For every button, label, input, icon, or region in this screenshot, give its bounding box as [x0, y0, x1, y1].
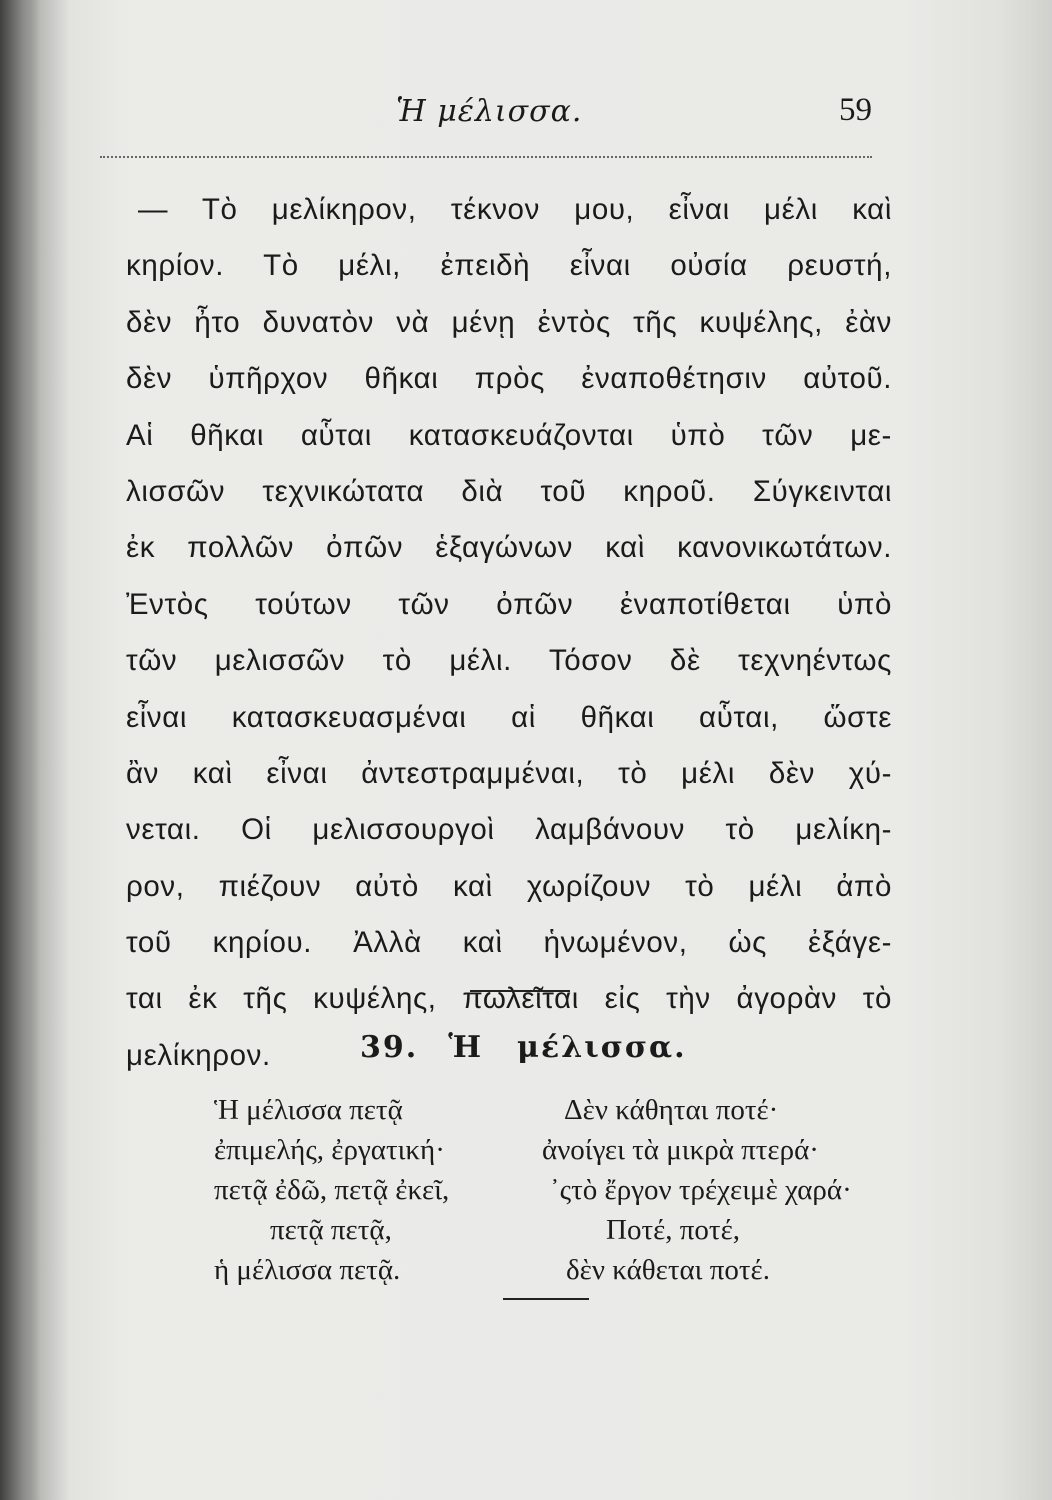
prose-line: λισσῶν τεχνικώτατα διὰ τοῦ κηροῦ. Σύγκεινται	[126, 474, 892, 508]
running-title: Ἡ μέλισσα.	[396, 94, 583, 129]
poem-number: 39.	[360, 1030, 419, 1065]
prose-line: ἂν καὶ εἶναι ἀντεστραμμέναι, τὸ μέλι δὲν χύ-	[126, 756, 892, 790]
prose-paragraph	[126, 182, 892, 1084]
verse-line: ἐπιμελής, ἐργατική·	[214, 1134, 445, 1166]
poem-title: μέλισσα.	[517, 1030, 687, 1065]
end-divider	[503, 1298, 589, 1300]
prose-line: ται ἐκ τῆς κυψέλης, πωλεῖται εἰς τὴν ἀγορὰν τὸ	[126, 982, 892, 1016]
verse-line: ᾽ςτὸ ἔργον τρέχειμὲ χαρά·	[550, 1174, 852, 1206]
verse-line: ἀνοίγει τὰ μικρὰ πτερά·	[542, 1134, 819, 1166]
verse-line: Δὲν κάθηται ποτέ·	[564, 1094, 779, 1126]
header-rule	[100, 156, 872, 158]
prose-line: μελίκηρον.	[126, 1038, 271, 1072]
prose-line: νεται. Οἱ μελισσουργοὶ λαμβάνουν τὸ μελίκη-	[126, 813, 892, 847]
verse-line: πετᾷ ἐδῶ, πετᾷ ἐκεῖ,	[214, 1174, 450, 1206]
prose-line: ἐκ πολλῶν ὀπῶν ἑξαγώνων καὶ κανονικωτάτων.	[126, 531, 892, 565]
prose-line: δὲν ἦτο δυνατὸν νὰ μένῃ ἐντὸς τῆς κυψέλης, ἐὰν	[126, 305, 892, 339]
prose-line: Ἐντὸς τούτων τῶν ὀπῶν ἐναποτίθεται ὑπὸ	[126, 587, 892, 621]
poem-title-article: Ἡ	[448, 1030, 484, 1065]
page-header	[100, 92, 880, 148]
poem-stanza-left	[214, 1090, 449, 1290]
verse-line: δὲν κάθεται ποτέ.	[566, 1254, 770, 1286]
prose-line: — Τὸ μελίκηρον, τέκνον μου, εἶναι μέλι καὶ	[138, 193, 892, 226]
prose-line: ρον, πιέζουν αὐτὸ καὶ χωρίζουν τὸ μέλι ἀπὸ	[126, 869, 892, 903]
prose-line: εἶναι κατασκευασμέναι αἱ θῆκαι αὗται, ὥστε	[126, 700, 892, 734]
prose-line: δὲν ὑπῆρχον θῆκαι πρὸς ἐναποθέτησιν αὐτοῦ.	[126, 362, 892, 396]
verse-line: Ποτέ, ποτέ,	[606, 1214, 740, 1246]
verse-line: Ἡ μέλισσα πετᾷ	[214, 1094, 403, 1126]
section-divider	[470, 990, 570, 992]
verse-line: πετᾷ πετᾷ,	[270, 1214, 392, 1246]
page-number: 59	[839, 92, 872, 128]
verse-line: ἡ μέλισσα πετᾷ.	[214, 1254, 401, 1286]
prose-line: κηρίον. Τὸ μέλι, ἐπειδὴ εἶναι οὐσία ρευστή,	[126, 249, 892, 283]
prose-line: τοῦ κηρίου. Ἀλλὰ καὶ ἡνωμένον, ὡς ἐξάγε-	[126, 926, 892, 960]
poem-heading	[360, 1030, 687, 1065]
prose-line: τῶν μελισσῶν τὸ μέλι. Τόσον δὲ τεχνηέντως	[126, 644, 892, 678]
prose-line: Αἱ θῆκαι αὗται κατασκευάζονται ὑπὸ τῶν με-	[126, 418, 892, 452]
poem-stanza-right	[542, 1090, 852, 1290]
book-spine-shadow	[0, 0, 40, 1500]
